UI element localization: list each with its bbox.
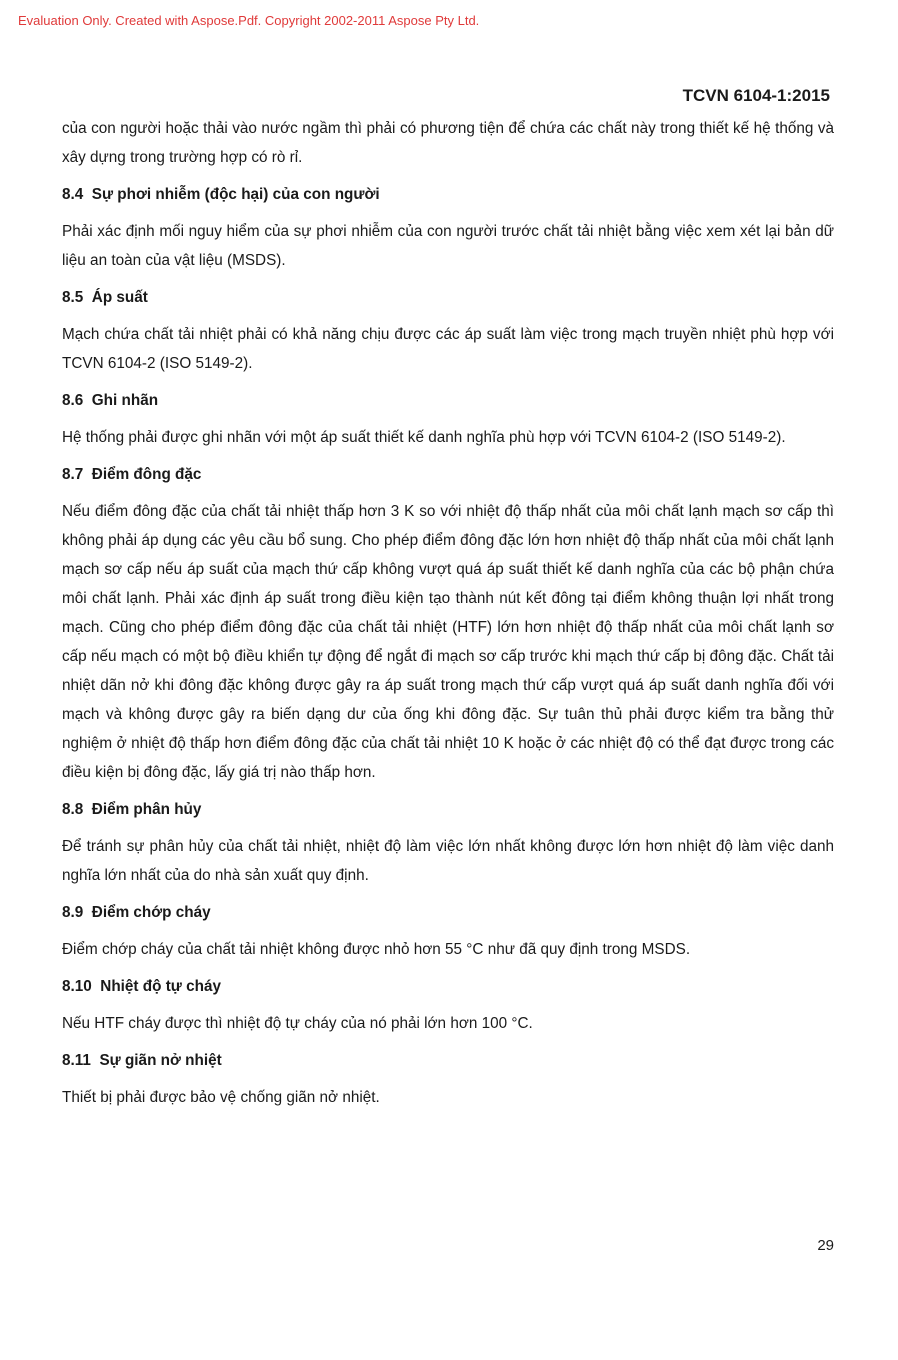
section-8-11 — [62, 1046, 834, 1112]
section-heading: 8.4 Sự phơi nhiễm (độc hại) của con người — [62, 186, 380, 203]
section-heading: 8.10 Nhiệt độ tự cháy — [62, 978, 221, 995]
section-8-7 — [62, 460, 834, 787]
page-number: 29 — [817, 1237, 834, 1254]
section-8-9 — [62, 898, 834, 964]
section-8-4 — [62, 180, 834, 275]
section-text: Để tránh sự phân hủy của chất tải nhiệt, nhiệt độ làm việc lớn nhất không được lớn hơn nhiệt độ làm việc danh nghĩa lớn nhất của do nhà sản xuất quy định. — [62, 838, 834, 884]
section-8-8 — [62, 795, 834, 890]
section-heading: 8.8 Điểm phân hủy — [62, 801, 202, 818]
section-text: Phải xác định mối nguy hiểm của sự phơi nhiễm của con người trước chất tải nhiệt bằng việc xem xét lại bản dữ liệu an toàn của vật liệu (MSDS). — [62, 223, 834, 269]
page-content — [62, 114, 834, 1112]
section-heading: 8.5 Áp suất — [62, 289, 148, 306]
section-8-6 — [62, 386, 834, 452]
section-text: Nếu điểm đông đặc của chất tải nhiệt thấp hơn 3 K so với nhiệt độ thấp nhất của môi chất lạnh mạch sơ cấp thì không phải áp dụng các yêu cầu bổ sung. Cho phép điểm đông đặc lớn hơn nhiệt độ thấp nhất của môi chất lạnh mạch sơ cấp nếu áp suất của mạch thứ cấp không vượt quá áp suất thiết kế danh nghĩa của các bộ phận chứa môi chất lạnh. Phải xác định áp suất trong điều kiện tạo thành nút kết đông tại điểm không thuận lợi nhất trong mạch. Cũng cho phép điểm đông đặc của chất tải nhiệt (HTF) lớn hơn nhiệt độ thấp nhất của môi chất lạnh sơ cấp nếu mạch có một bộ điều khiển tự động để ngắt đi mạch sơ cấp trước khi mạch thứ cấp bị đông đặc. Chất tải nhiệt dãn nở khi đông đặc không được gây ra áp suất trong mạch thứ cấp vượt quá áp suất danh nghĩa đối với mạch và không được gây ra biến dạng dư của ống khi đông đặc. Sự tuân thủ phải được kiểm tra bằng thử nghiệm ở nhiệt độ thấp hơn điểm đông đặc của chất tải nhiệt 10 K hoặc ở các nhiệt độ có thể đạt được trong các điều kiện bị đông đặc, lấy giá trị nào thấp hơn. — [62, 503, 834, 781]
section-text: Mạch chứa chất tải nhiệt phải có khả năng chịu được các áp suất làm việc trong mạch truyền nhiệt phù hợp với TCVN 6104-2 (ISO 5149-2). — [62, 326, 834, 372]
section-8-10 — [62, 972, 834, 1038]
section-text: Nếu HTF cháy được thì nhiệt độ tự cháy của nó phải lớn hơn 100 °C. — [62, 1015, 533, 1032]
section-heading: 8.9 Điểm chớp cháy — [62, 904, 211, 921]
section-heading: 8.7 Điểm đông đặc — [62, 466, 202, 483]
section-text: Hệ thống phải được ghi nhãn với một áp suất thiết kế danh nghĩa phù hợp với TCVN 6104-2 (ISO 5149-2). — [62, 429, 786, 446]
section-text: Thiết bị phải được bảo vệ chống giãn nở nhiệt. — [62, 1089, 380, 1106]
watermark-text: Evaluation Only. Created with Aspose.Pdf. Copyright 2002-2011 Aspose Pty Ltd. — [18, 13, 480, 28]
section-heading: 8.11 Sự giãn nở nhiệt — [62, 1052, 222, 1069]
standard-code: TCVN 6104-1:2015 — [682, 86, 830, 105]
intro-paragraph: của con người hoặc thải vào nước ngầm thì phải có phương tiện để chứa các chất này trong thiết kế hệ thống và xây dựng trong trường hợp có rò rỉ. — [62, 120, 834, 166]
section-text: Điểm chớp cháy của chất tải nhiệt không được nhỏ hơn 55 °C như đã quy định trong MSDS. — [62, 941, 691, 958]
section-heading: 8.6 Ghi nhãn — [62, 392, 159, 409]
section-8-5 — [62, 283, 834, 378]
